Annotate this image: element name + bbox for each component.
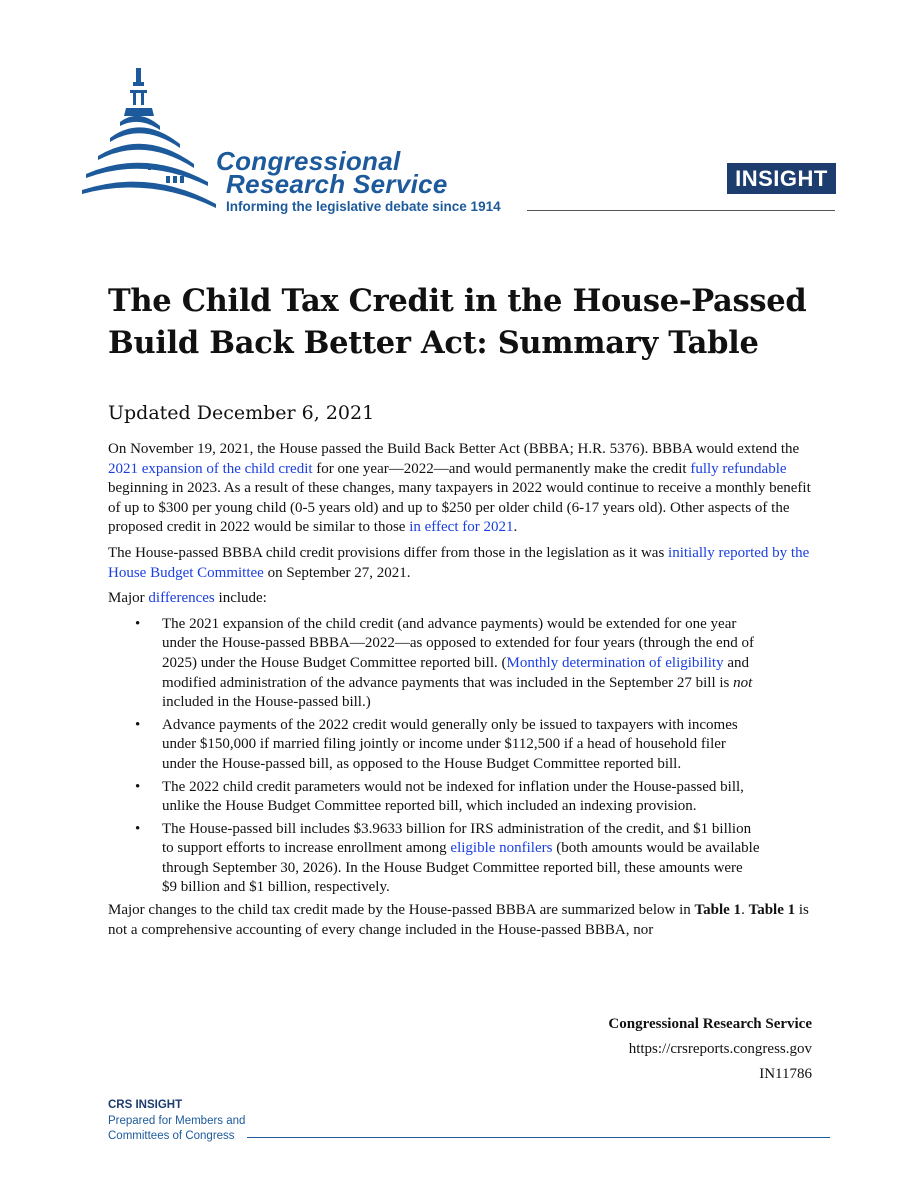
insight-badge: INSIGHT <box>727 163 836 194</box>
footer-prepared-line1: Prepared for Members and <box>108 1114 246 1127</box>
page-title: The Child Tax Credit in the House-Passed Build Back Better Act: Summary Table <box>108 283 807 361</box>
footer-prepared-line2: Committees of Congress <box>108 1130 235 1142</box>
footer-org: Congressional Research Service <box>608 1016 812 1032</box>
footer-right <box>608 1012 812 1087</box>
crs-logo <box>80 64 540 224</box>
list-item: • The House-passed bill includes $3.9633 billion for IRS administration of the credit, and $1 billion to support efforts to increase enrollment among eligible nonfilers (both amounts would be available through September 30, 2026). In the House Budget Committee reported bill, these amounts were $9 billion and $1 billion, respectively. <box>162 820 816 898</box>
link-in-effect-2021[interactable]: in effect for 2021 <box>409 519 514 536</box>
body-text <box>108 440 816 946</box>
link-fully-refundable[interactable]: fully refundable <box>690 460 787 477</box>
org-name-line1: Congressional <box>216 146 401 176</box>
link-differences[interactable]: differences <box>148 590 215 607</box>
link-eligible-nonfilers[interactable]: eligible nonfilers <box>450 840 553 857</box>
org-tagline: Informing the legislative debate since 1914 <box>226 199 501 214</box>
footer-insight-label: CRS INSIGHT <box>108 1099 183 1111</box>
footer-report-id: IN11786 <box>759 1066 812 1082</box>
crs-insight-footer <box>108 1098 245 1145</box>
footer-rule <box>247 1137 830 1138</box>
list-item: • Advance payments of the 2022 credit would generally only be issued to taxpayers with incomes under $150,000 if married filing jointly or income under $112,500 if a head of household filer under the House-passed bill, as opposed to the House Budget Committee reported bill. <box>162 716 816 775</box>
link-initially-reported[interactable]: initially reported by the House Budget Committee <box>108 544 810 581</box>
paragraph-1: On November 19, 2021, the House passed the Build Back Better Act (BBBA; H.R. 5376). BBBA would extend the 2021 expansion of the child credit for one year—2022—and would permanently make the credit fully refundable beginning in 2023. As a result of these changes, many taxpayers in 2022 would continue to receive a monthly benefit of up to $300 per young child (0-5 years old) and up to $250 per older child (6-17 years old). Other aspects of the proposed credit in 2022 would be similar to those in effect for 2021. <box>108 441 811 536</box>
footer-url[interactable]: https://crsreports.congress.gov <box>628 1041 812 1057</box>
paragraph-2: The House-passed BBBA child credit provisions differ from those in the legislation as it was initially reported by the House Budget Committee on September 27, 2021. <box>108 544 810 581</box>
updated-date: Updated December 6, 2021 <box>108 402 375 424</box>
list-item: • The 2021 expansion of the child credit (and advance payments) would be extended for one year under the House-passed BBBA—2022—as opposed to extended for four years (through the end of 2025) under the House Budget Committee reported bill. (Monthly determination of eligibility and modified administration of the advance payments that was included in the September 27 bill is not included in the House-passed bill.) <box>162 615 816 713</box>
link-monthly-determination[interactable]: Monthly determination of eligibility <box>506 654 724 671</box>
capitol-dome-icon <box>80 64 220 224</box>
org-name-line2: Research Service <box>226 169 448 199</box>
paragraph-4: Major changes to the child tax credit made by the House-passed BBBA are summarized below in Table 1. Table 1 is not a comprehensive accounting of every change included in the House-passed BBBA, nor <box>108 902 809 938</box>
paragraph-3: Major differences include: <box>108 590 267 607</box>
list-item: • The 2022 child credit parameters would not be indexed for inflation under the House-passed bill, unlike the House Budget Committee reported bill, which included an indexing provision. <box>162 778 816 817</box>
differences-list <box>108 615 816 898</box>
tagline-rule <box>527 210 835 211</box>
link-2021-expansion[interactable]: 2021 expansion of the child credit <box>108 460 313 477</box>
